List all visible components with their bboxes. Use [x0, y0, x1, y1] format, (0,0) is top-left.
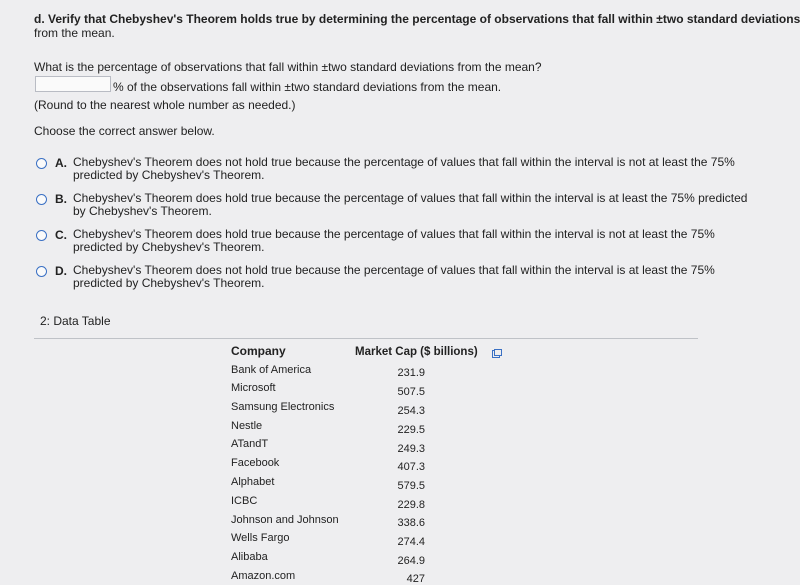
- round-note: (Round to the nearest whole number as needed.): [34, 98, 296, 112]
- company-cell: Microsoft: [231, 382, 276, 394]
- market-cap-cell: 231.9: [397, 367, 425, 379]
- data-table-title: 2: Data Table: [40, 314, 111, 328]
- company-cell: Wells Fargo: [231, 532, 290, 544]
- market-cap-cell: 229.5: [397, 424, 425, 436]
- company-cell: Nestle: [231, 420, 263, 432]
- option-text: Chebyshev's Theorem does not hold true because the percentage of values that fall within the interval is not at least the 75% predicted by Chebyshev's Theorem.: [73, 155, 735, 182]
- company-cell: Amazon.com: [231, 570, 296, 582]
- company-cell: Johnson and Johnson: [231, 514, 339, 526]
- market-cap-cell: 264.9: [397, 555, 425, 567]
- radio-button-a[interactable]: [36, 158, 47, 169]
- company-cell: Bank of America: [231, 364, 312, 376]
- market-cap-cell: 407.3: [397, 461, 425, 473]
- company-cell: Alphabet: [231, 476, 275, 488]
- option-letter: A.: [55, 156, 67, 170]
- market-cap-cell: 579.5: [397, 480, 425, 492]
- company-cell: ICBC: [231, 495, 258, 507]
- company-cell: Facebook: [231, 457, 280, 469]
- option-letter: B.: [55, 192, 67, 206]
- radio-button-d[interactable]: [36, 266, 47, 277]
- question-ask: What is the percentage of observations that fall within ±two standard deviations from the mean?: [34, 60, 542, 74]
- divider: [34, 338, 698, 339]
- option-text: Chebyshev's Theorem does not hold true because the percentage of values that fall within the interval is at least the 75% predicted by Chebyshev's Theorem.: [73, 263, 715, 290]
- market-cap-cell: 254.3: [397, 405, 425, 417]
- question-prompt-line1: d. Verify that Chebyshev's Theorem holds true by determining the percentage of observations that fall within ±two standard deviations: [34, 12, 800, 26]
- choose-instruction: Choose the correct answer below.: [34, 124, 215, 138]
- answer-suffix: % of the observations fall within ±two standard deviations from the mean.: [113, 80, 502, 94]
- option-text: Chebyshev's Theorem does hold true because the percentage of values that fall within the interval is not at least the 75% predicted by Chebyshev's Theorem.: [73, 227, 715, 254]
- option-letter: D.: [55, 264, 67, 278]
- radio-button-b[interactable]: [36, 194, 47, 205]
- copy-icon[interactable]: [492, 349, 502, 358]
- answer-input[interactable]: [35, 76, 111, 92]
- market-cap-cell: 229.8: [397, 499, 425, 511]
- question-prompt-line2: from the mean.: [34, 26, 115, 40]
- market-cap-cell: 427: [406, 573, 425, 585]
- market-cap-cell: 249.3: [397, 443, 425, 455]
- option-letter: C.: [55, 228, 67, 242]
- market-cap-cell: 274.4: [397, 536, 425, 548]
- company-cell: Alibaba: [231, 551, 268, 563]
- market-cap-cell: 338.6: [397, 517, 425, 529]
- column-header-market-cap: Market Cap ($ billions): [355, 346, 478, 358]
- option-text: Chebyshev's Theorem does hold true because the percentage of values that fall within the interval is at least the 75% predicted by Chebyshev's Theorem.: [73, 191, 748, 218]
- company-cell: ATandT: [231, 438, 269, 450]
- radio-button-c[interactable]: [36, 230, 47, 241]
- company-cell: Samsung Electronics: [231, 401, 335, 413]
- column-header-company: Company: [231, 344, 286, 358]
- market-cap-cell: 507.5: [397, 386, 425, 398]
